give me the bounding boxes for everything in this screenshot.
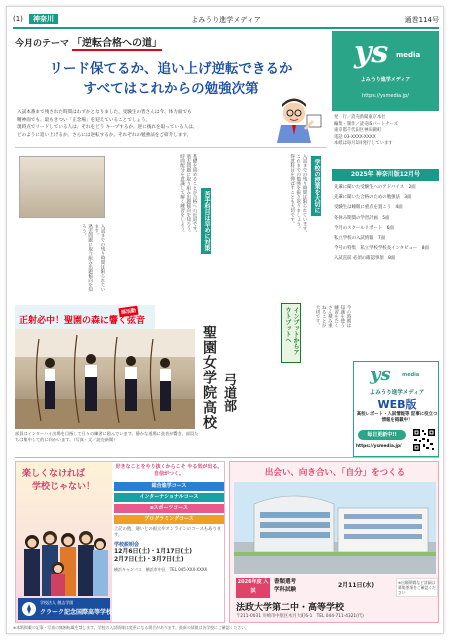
exam-type: 書類選考 (274, 579, 297, 585)
issue-number: 通巻114号 (404, 16, 439, 24)
theme-label: 今月のテーマ (15, 38, 70, 49)
hosei-exam-types (274, 578, 296, 594)
section-head: 苦手科目は早めに対策 (201, 188, 211, 254)
web-ad-desc: 高校レポート・入試情報等 記事に役立つ情報を掲載中！ (356, 412, 438, 423)
page-header (13, 13, 439, 27)
column-line: 得意科目を伸ばすことも大切です。 (289, 154, 295, 226)
course-item[interactable]: eスポーツコース (114, 504, 224, 513)
logo-url[interactable]: https://ysmedia.jp/ (362, 93, 409, 99)
web-ad-logo: ys (370, 364, 391, 385)
intro-line: どのように追い上げるか。さらには逆転するか。それぞれの勉強法をご紹介します。 (17, 132, 192, 138)
article2-line: 今の時期は (346, 305, 351, 328)
clark-note: 上記の他、通いとの両立やオンラインのコースもあります。 (114, 527, 222, 538)
web-ad-big: WEB版 (377, 398, 417, 411)
schedule-item[interactable]: 先輩に聞いた合格のための勉強法 3面 (334, 195, 412, 201)
web-ad-url[interactable]: https://ysmedia.jp/ (356, 444, 402, 449)
kyudo-photo (15, 329, 195, 429)
headline-line-2: すべてはこれからの勉強次第 (83, 81, 259, 97)
clark-ad-catch (22, 468, 95, 494)
intro-line: 精神面でも、最もきつい「正念場」を迎えていることでしょう。 (17, 117, 151, 123)
column-line: 基礎を固めることが合格への近道です。 (192, 154, 197, 235)
article-body (15, 147, 327, 297)
newspaper-page (6, 6, 444, 634)
schedule-item[interactable]: 入試直前 必須の確認事項 8面 (334, 256, 396, 262)
schedule-item[interactable]: 受験生は睡眠に重点を置こう 4面 (334, 205, 403, 211)
clark-ad-info (114, 464, 224, 620)
page-number: (1) (13, 15, 23, 23)
theme-title: 「逆転合格への道」 (72, 34, 162, 51)
column-line: これまでの勉強を振り返りましょう。 (295, 154, 301, 231)
schedule-item[interactable]: 私立学校の入試情報 7面 (334, 236, 386, 242)
page-footer: ※本紙掲載の記事・写真の無断転載を禁じます。学校の入試情報は変更になる場合があります。最新の情報は各学校にご確認ください。 (13, 625, 250, 630)
header-rule (13, 27, 439, 29)
pubinfo-line: 東京都千代田区神田錦町 (334, 128, 382, 133)
section-head: 学校の授業を大切に (311, 156, 321, 216)
qr-code-icon[interactable] (412, 428, 436, 452)
clark-logo-name: クラーク記念国際高等学校 (40, 609, 113, 616)
hosei-exam-note: ※出願期間など詳細は募集要項をご確認ください (396, 578, 438, 597)
ad-divider (15, 457, 439, 458)
web-ad-button[interactable]: 毎日更新中!! (358, 430, 406, 440)
column-line: 過去問題に取り組み出題傾向を知ろう。 (81, 224, 93, 292)
sidebar (332, 31, 439, 346)
intro-text (17, 109, 267, 139)
publication-name: よみうり進学メディア (191, 16, 261, 24)
schedule-item[interactable]: 先輩に聞いた受験生へのアドバイス 2面 (334, 185, 416, 190)
clark-logo-small: 学校法人 創志学園 (40, 600, 74, 605)
course-item[interactable]: 総合進学コース (114, 482, 224, 491)
club-tag: 部活動 (118, 306, 138, 318)
column-line: 時間配分を意識して解く練習をしよう。 (179, 154, 185, 235)
schedule-item[interactable]: 冬休み期間の学習計画 5面 (334, 215, 390, 221)
logo-media: media (396, 51, 421, 59)
schedule-item[interactable]: 今月のスクールリポート 6面 (334, 225, 394, 231)
logo-caption: よみうり進学メディア (360, 77, 411, 83)
clark-address: 横浜キャンパス 横浜市中区 TEL 045-XXX-XXXX (114, 567, 208, 572)
article2-head: インプットからアウトプットへ (281, 303, 301, 363)
club-name: 弓道部 (221, 373, 236, 412)
headline-line-1: リード保てるか、追い上げ逆転できるか (49, 61, 293, 77)
clark-lead: 好きなことをやり抜くからこそ やる気が出る。自信がつく。 (115, 464, 223, 477)
article2-line: ねることが (321, 305, 327, 328)
publisher-info (334, 115, 437, 148)
archers-illustration (15, 329, 195, 429)
session-dates-2: 2月7日(土)・3月7日(土) (114, 556, 184, 563)
club-feature (15, 305, 237, 453)
pubinfo-line: 発 行／読売新聞東京本社 (334, 115, 386, 120)
intro-line: 入試本番まで残された時間はわずかとなりました。受験生の皆さんは今、体力面でも (17, 110, 192, 115)
session-heading: 学校説明会 (114, 542, 140, 548)
schedule-title: 2025年 神奈川版12月号 (332, 169, 439, 181)
web-ad-media: media (402, 372, 420, 378)
logo-mark: ys (354, 35, 389, 70)
club-caption: 部員はインターハイ出場を目指して日々の練習に励んでいます。静かな道場に弦音が響き、部員たちは集中して的に向かいます。（写真・文／読売新聞） (15, 431, 199, 442)
column-line: 入試までの残り時間は限られています。 (302, 154, 307, 235)
study-photo (19, 156, 105, 218)
clark-catch-line: 楽しくなければ (22, 469, 86, 479)
ys-media-logo (332, 31, 439, 111)
hosei-school-ad[interactable] (229, 461, 439, 623)
column-line: 入試までの残り時間は限られています。 (93, 224, 105, 292)
web-edition-ad[interactable] (353, 361, 439, 457)
course-list (114, 482, 224, 524)
hosei-exam-date: 2月11日(水) (338, 582, 375, 589)
clark-school-ad[interactable] (15, 461, 225, 623)
course-item[interactable]: インターナショナルコース (114, 493, 224, 502)
club-school-name: 聖園女学院高校 (201, 325, 217, 430)
exam-type: 学科試験 (274, 587, 297, 593)
column-text (19, 224, 105, 292)
pubinfo-line: 本紙は毎月1回発行しています (334, 141, 393, 146)
course-item[interactable]: プログラミングコース (114, 515, 224, 524)
clark-ad-visual (16, 462, 112, 622)
teacher-illustration (273, 95, 323, 143)
schedule-item[interactable]: 今号の特集 私立学校学校長インタビュー 8面 (334, 246, 429, 252)
article2-line: 知識を使う (339, 305, 345, 328)
column-text (111, 154, 197, 292)
schedule-list (334, 185, 437, 267)
article2-line: 練習をたく (333, 305, 339, 328)
article2-text (297, 305, 351, 359)
clark-catch-line: 学校じゃない！ (32, 482, 96, 492)
theme-heading (15, 33, 162, 51)
students-photo (20, 512, 108, 596)
clark-logo (18, 598, 113, 620)
hosei-ad-title: 出会い、向き合い、「自分」をつくる (264, 468, 406, 478)
clark-emblem-icon (21, 601, 37, 617)
intro-line: 現時点でリードしている人は、それをどう キープするか。逆に後れを取っている人は、 (17, 125, 198, 130)
article2-line: さん積み重 (327, 305, 333, 328)
prefecture-badge: 神奈川 (29, 14, 58, 24)
article2-line: 大切です。 (314, 305, 320, 328)
school-building-photo (234, 482, 436, 574)
session-dates-1: 12月6日(土)・1月17日(土) (114, 548, 193, 555)
hosei-school-name: 法政大学第二中・高等学校 (236, 603, 345, 613)
column-line: 過去問題に取り組み出題傾向を知ろう。 (185, 154, 191, 235)
club-banner-title: 正射必中！聖園の森に響く弦音 (19, 316, 146, 326)
hosei-contact: 〒211-0031 川崎市中原区木月大町6-1 TEL 044-711-4321(代) (236, 614, 364, 619)
hosei-year-badge: 2026年度 入試 (236, 578, 270, 598)
web-ad-title: よみうり進学メディア (369, 390, 425, 396)
column-text (227, 154, 307, 292)
pubinfo-line: 電話 03-XXXX-XXXX (334, 134, 376, 140)
pubinfo-line: 編集・制作／読売ISパートナーズ (334, 121, 398, 127)
article-secondary (239, 303, 439, 363)
